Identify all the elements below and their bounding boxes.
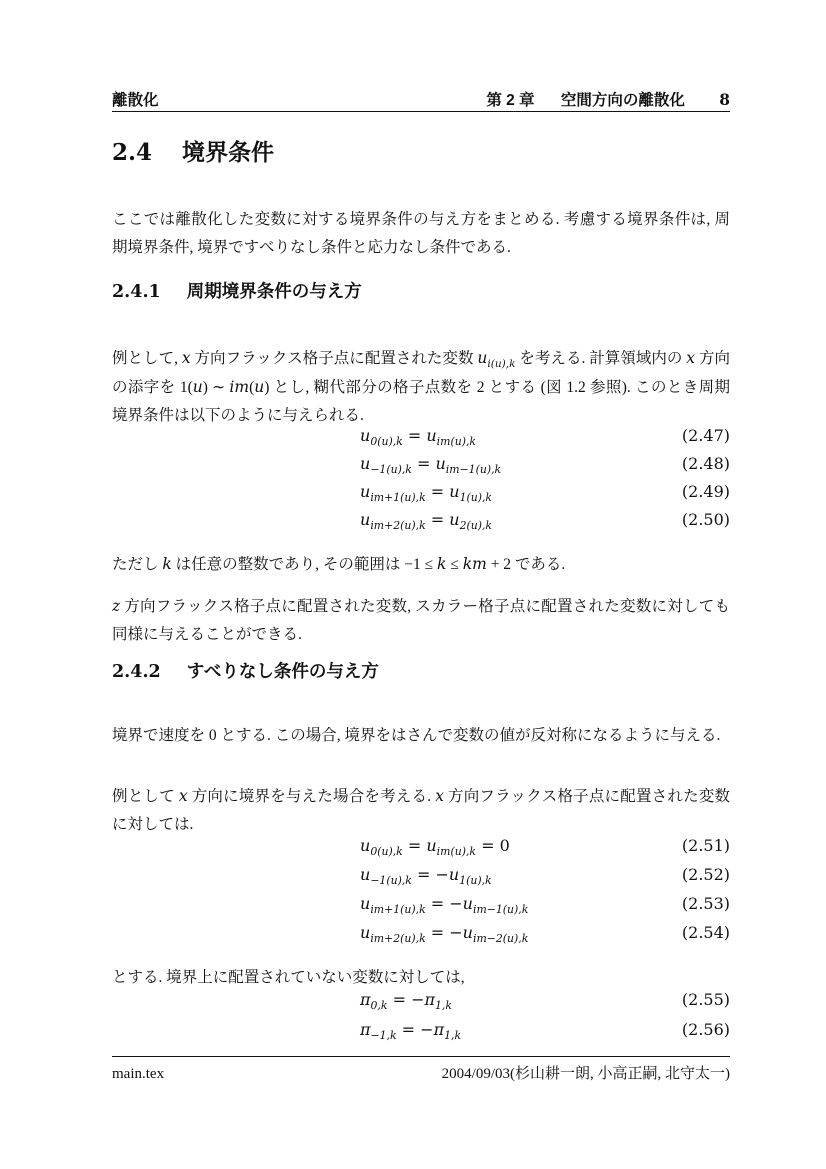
page-header [112,88,730,110]
subsection-number: 2.4.2 [112,662,161,682]
equation-number: (2.48) [681,454,730,473]
equation-number: (2.47) [681,426,730,445]
equation-row [112,863,730,891]
footer-credit: 2004/09/03(杉山耕一朗, 小高正嗣, 北守太一) [441,1066,730,1082]
equation-row [112,834,730,862]
header-chapter-title: 空間方向の離散化 [560,92,685,109]
paragraph-not-on-boundary: とする. 境界上に配置されていない変数に対しては, [112,968,465,986]
paragraph-example-periodic: 例として, x 方向フラックス格子点に配置された変数 $u_{i(u),k}$ を考える. 計算領域内の x 方向の添字を 1(u) ∼ im(u) とし, 糊代部分の格子点数を 2 とする (図 1.2 参照). このとき周期境界条件は以下のように与えられる. [112,348,730,424]
subsection-number: 2.4.1 [112,282,161,302]
subsection-heading-241 [112,280,730,303]
equation-body: $u_{im+2(u),k} = u_{2(u),k}$ [360,510,493,533]
section-number: 2.4 [112,139,153,166]
equation-body: $u_{im+1(u),k} = -u_{im-1(u),k}$ [360,894,529,917]
subsection-title: 周期境界条件の与え方 [186,281,362,301]
equation-row [112,452,730,480]
page-footer [112,1062,730,1083]
equation-body: $u_{-1(u),k} = -u_{1(u),k}$ [360,865,492,888]
equation-body: $u_{0(u),k} = u_{im(u),k}$ [360,426,476,449]
footer-filename: main.tex [112,1066,165,1082]
equation-number: (2.50) [681,510,730,529]
equation-row [112,921,730,949]
equation-row [112,1018,730,1046]
equation-row [112,508,730,536]
equation-body: $u_{im+1(u),k} = u_{1(u),k}$ [360,482,493,505]
equation-body: $u_{-1(u),k} = u_{im-1(u),k}$ [360,454,502,477]
paragraph-k-range: ただし k は任意の整数であり, その範囲は −1 ≤ k ≤ km + 2 である. [112,554,566,573]
equation-number: (2.54) [681,923,730,942]
equation-number: (2.52) [681,865,730,884]
paragraph-noslip-intro: 境界で速度を 0 とする. この場合, 境界をはさんで変数の値が反対称になるように与える. [112,726,721,744]
header-right [486,88,730,110]
equation-number: (2.56) [681,1020,730,1039]
section-title: 境界条件 [182,139,275,165]
header-chapter-label: 第 2 章 [486,92,535,109]
header-rule [112,111,730,112]
equation-number: (2.55) [681,990,730,1009]
equation-number: (2.51) [681,836,730,855]
footer-rule [112,1056,730,1057]
header-doc-title: 離散化 [112,92,159,109]
equation-number: (2.49) [681,482,730,501]
equation-row [112,480,730,508]
equation-number: (2.53) [681,894,730,913]
paragraph-noslip-example: 例として x 方向に境界を与えた場合を考える. x 方向フラックス格子点に配置された変数に対しては. [112,786,730,833]
equation-row [112,892,730,920]
subsection-title: すべりなし条件の与え方 [186,661,379,681]
equation-row [112,424,730,452]
equation-body: $u_{im+2(u),k} = -u_{im-2(u),k}$ [360,923,529,946]
section-heading [112,138,730,167]
equation-body: $\pi_{-1,k} = -\pi_{1,k}$ [360,1020,462,1043]
subsection-heading-242 [112,660,730,683]
equation-body: $\pi_{0,k} = -\pi_{1,k}$ [360,990,452,1013]
equation-row [112,988,730,1016]
header-page-number: 8 [719,90,730,109]
paragraph-intro: ここでは離散化した変数に対する境界条件の与え方をまとめる. 考慮する境界条件は, 周期境界条件, 境界ですべりなし条件と応力なし条件である. [112,210,730,256]
paragraph-z-direction: z 方向フラックス格子点に配置された変数, スカラー格子点に配置された変数に対しても同様に与えることができる. [112,596,730,643]
equation-body: $u_{0(u),k} = u_{im(u),k} = 0$ [360,836,510,859]
